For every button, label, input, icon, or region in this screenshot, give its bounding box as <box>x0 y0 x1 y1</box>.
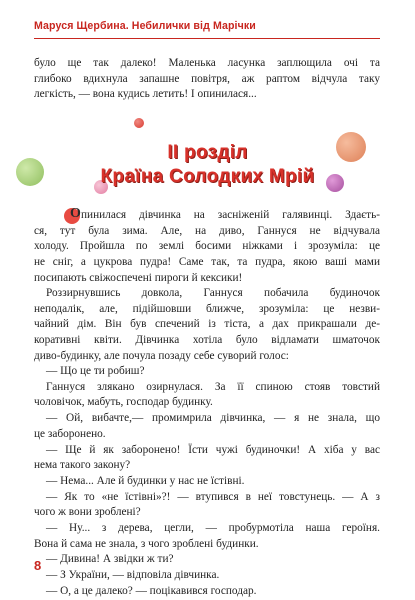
running-header: Маруся Щербина. Небилички від Марічки <box>34 20 256 32</box>
dialog-section <box>34 364 380 600</box>
text-line: — Нема... Але й будинки у нас не їстівні. <box>46 474 245 487</box>
text-line: посипають свіжоспечені пироги й кексики! <box>34 271 243 284</box>
text-line: — О, а це далеко? — поцікавився господар. <box>46 584 257 597</box>
text-line: — Як то «не їстівні»?! — втупився в неї товстунець. — А з <box>46 490 380 503</box>
intro-paragraph <box>34 56 380 103</box>
second-paragraph <box>34 286 380 365</box>
text-line: легкість, — вона кудись летить! І опинилася... <box>34 88 257 101</box>
text-line: диво-будинку, але почула позаду себе суворий голос: <box>34 349 289 362</box>
text-line: — Ще й як заборонено! Їсти чужі будиночки! А хіба у вас <box>46 443 380 456</box>
text-line: — Що це ти робиш? <box>46 365 145 377</box>
header-divider <box>34 38 380 39</box>
text-line: не сніг, а цукрова пудра! Саме так, та пудра, якою ваші мами <box>34 256 380 269</box>
chapter-title: Країна Солодких Мрій <box>100 166 315 187</box>
text-line: Ганнуся злякано озирнулася. За її спиною стояв товстий <box>46 380 380 393</box>
text-line: холоду. Пройшла по землі босими ніжками і зрозуміла: це <box>34 240 380 253</box>
text-line: Роззирнувшись довкола, Ганнуся побачила будиночок <box>46 287 380 299</box>
text-line: неподалік, але, підійшовши ближче, зрозуміла: це незви- <box>34 302 380 315</box>
text-line: — Ну... з дерева, цегли, — пробурмотіла наша героїня. <box>46 522 380 535</box>
text-line: коративні квіти. Дівчинка хотіла було відламати шматочок <box>34 334 380 347</box>
text-line: — Дивина! А звідки ж ти? <box>46 553 174 566</box>
text-line: ся, тут була зима. Але, на диво, Ганнуся не відчувала <box>34 224 380 237</box>
text-line: чоловічок, мабуть, господар будинку. <box>34 396 213 409</box>
page-number: 8 <box>34 558 42 573</box>
red-candy-ball-decoration <box>134 118 144 128</box>
text-line: чого ж вони зроблені? <box>34 506 141 519</box>
dropcap-letter: О <box>70 206 81 221</box>
text-line: — Ой, вибачте,— промимрила дівчинка, — я не знала, що <box>46 412 380 425</box>
chapter-number: II розділ <box>167 142 248 163</box>
text-line: нема такого закону? <box>34 459 131 472</box>
first-paragraph <box>34 208 380 287</box>
text-line: пинилася дівчинка на засніженій галявинці. Здаєть- <box>81 209 380 221</box>
text-line: це заборонено. <box>34 427 106 440</box>
text-line: було ще так далеко! Маленька ласунка заплющила очі та <box>34 57 380 69</box>
text-line: глибоко вдихнула запашне повітря, аж раптом відчула таку <box>34 72 380 85</box>
text-line: — З України, — відповіла дівчинка. <box>46 569 220 582</box>
text-line: чайний дім. Він був спечений із тіста, а дах прикрашали де- <box>34 318 380 331</box>
text-line: Вона й сама не знала, з чого зроблені будинки. <box>34 537 259 550</box>
